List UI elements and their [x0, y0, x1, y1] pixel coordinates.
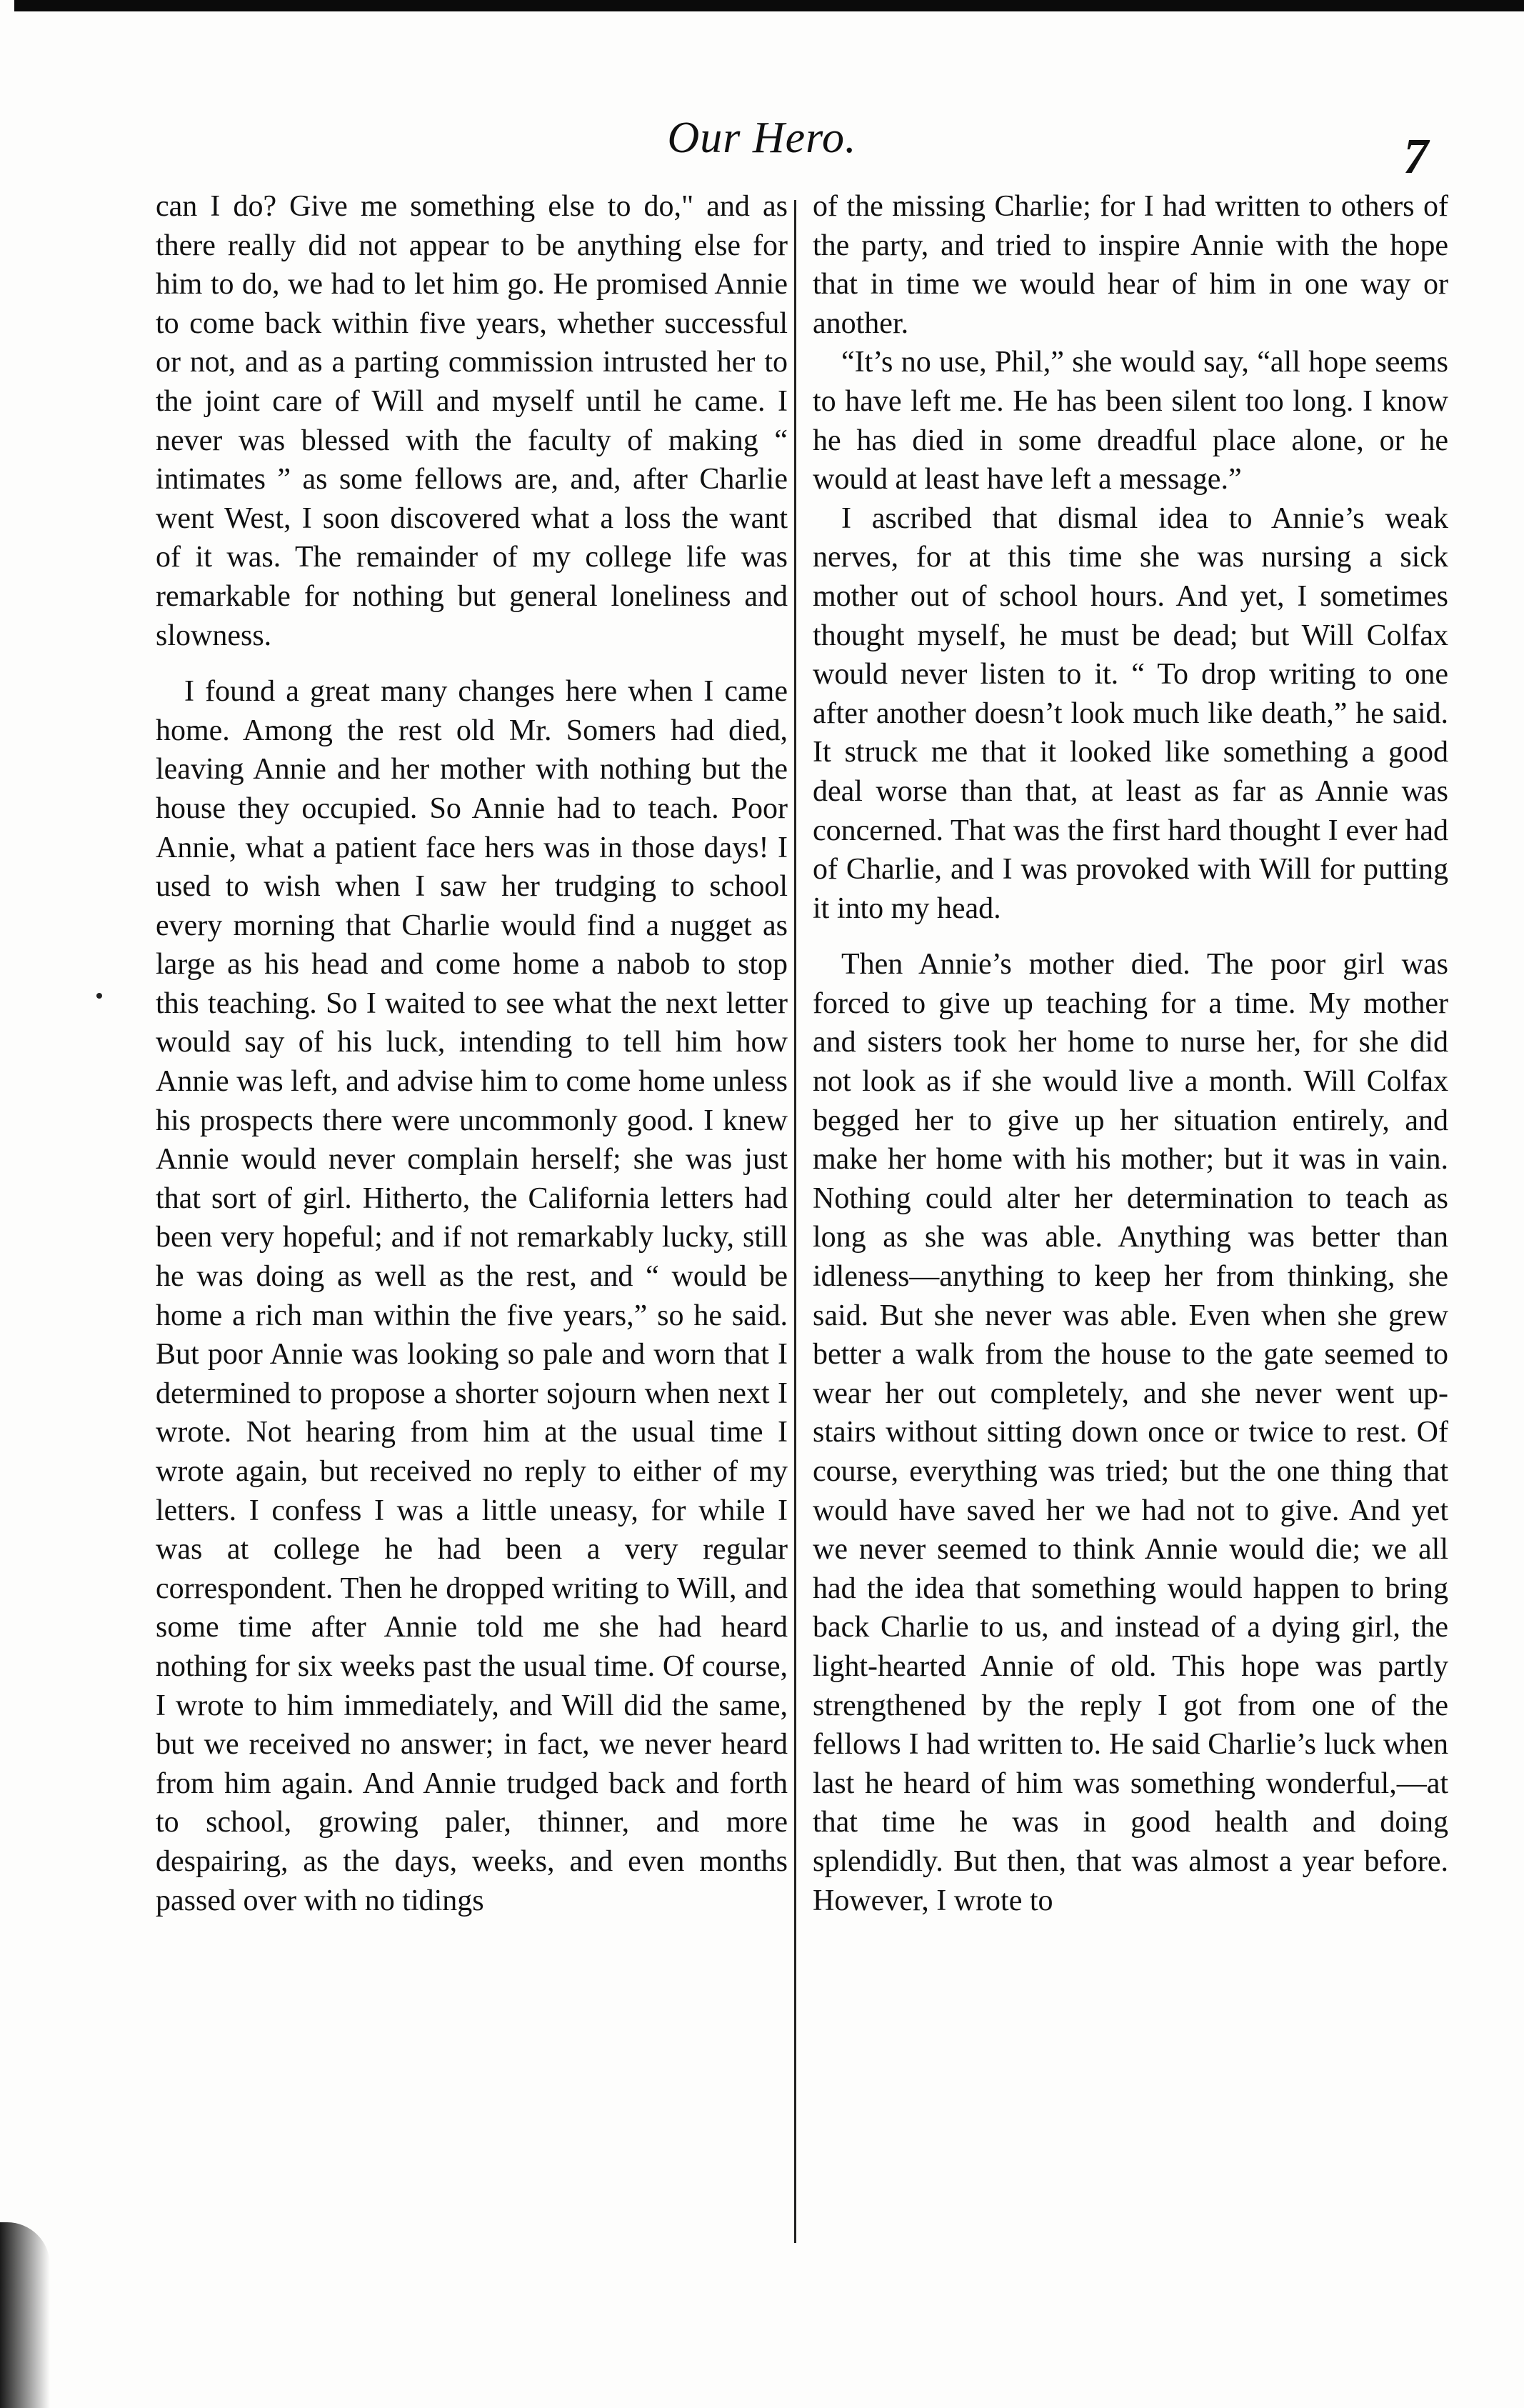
- text-column-right: [813, 187, 1448, 1920]
- ink-speck: [96, 993, 102, 999]
- page-edge-shadow: [0, 2222, 50, 2408]
- paragraph: Then Annie’s mother died. The poor girl was forced to give up teaching for a time. My mother and sisters took her home to nurse her, for she did not look as if she would live a month. Will Colfax begged her to give up her situation entirely, and make her home with his mother; but it was in vain. Nothing could alter her determination to teach as long as she was able. Anything was better than idleness—anything to keep her from thinking, she said. But she never was able. Even when she grew better a walk from the house to the gate seemed to wear her out completely, and she never went up-stairs without sitting down once or twice to rest. Of course, everything was tried; but the one thing that would have saved her we had not to give. And yet we never seemed to think Annie would die; we all had the idea that something would happen to bring back Charlie to us, and instead of a dying girl, the light-hearted Annie of old. This hope was partly strengthened by the reply I got from one of the fellows I had written to. He said Charlie’s luck when last he heard of him was something wonderful,—at that time he was in good health and doing splendidly. But then, that was almost a year before. However, I wrote to: [813, 948, 1448, 1917]
- paragraph: I found a great many changes here when I came home. Among the rest old Mr. Somers had died, leaving Annie and her mother with nothing but the house they occupied. So Annie had to teach. Poor Annie, what a patient face hers was in those days! I used to wish when I saw her trudging to school every morning that Charlie would find a nugget as large as his head and come home a nabob to stop this teaching. So I waited to see what the next letter would say of his luck, intending to tell him how Annie was left, and advise him to come home unless his prospects there were uncommonly good. I knew Annie would never complain herself; she was just that sort of girl. Hitherto, the California letters had been very hopeful; and if not remarkably lucky, still he was doing as well as the rest, and “ would be home a rich man within the five years,” so he said. But poor Annie was looking so pale and worn that I determined to propose a shorter sojourn when next I wrote. Not hearing from him at the usual time I wrote again, but received no reply to either of my letters. I confess I was a little uneasy, for while I was at college he had been a very regular correspondent. Then he dropped writing to Will, and some time after Annie told me she had heard nothing for six weeks past the usual time. Of course, I wrote to him immediately, and Will did the same, but we received no answer; in fact, we never heard from him again. And Annie trudged back and forth to school, growing paler, thinner, and more despairing, as the days, weeks, and even months passed over with no tidings: [156, 675, 788, 1917]
- running-title: Our Hero.: [667, 114, 857, 162]
- column-divider: [794, 200, 796, 2243]
- text-column-left: [156, 187, 788, 1920]
- paragraph: I ascribed that dismal idea to Annie’s weak nerves, for at this time she was nursing a sick mother out of school hours. And yet, I sometimes thought myself, he must be dead; but Will Colfax would never listen to it. “ To drop writing to one after another doesn’t look much like death,” he said. It struck me that it looked like something a good deal worse than that, at least as far as Annie was concerned. That was the first hard thought I ever had of Charlie, and I was provoked with Will for putting it into my head.: [813, 501, 1448, 925]
- paragraph: can I do? Give me something else to do," and as there really did not appear to be anything else for him to do, we had to let him go. He promised Annie to come back within five years, whether successful or not, and as a parting commission intrusted her to the joint care of Will and myself until he came. I never was blessed with the faculty of making “ intimates ” as some fellows are, and, after Charlie went West, I soon discovered what a loss the want of it was. The remainder of my college life was remarkable for nothing but general loneliness and slowness.: [156, 190, 788, 652]
- paragraph: “It’s no use, Phil,” she would say, “all hope seems to have left me. He has been silent too long. I know he has died in some dreadful place alone, or he would at least have left a message.”: [813, 346, 1448, 496]
- paragraph: of the missing Charlie; for I had written to others of the party, and tried to inspire Annie with the hope that in time we would hear of him in one way or another.: [813, 190, 1448, 340]
- top-border-rule: [14, 0, 1524, 11]
- page-number: 7: [1403, 129, 1428, 184]
